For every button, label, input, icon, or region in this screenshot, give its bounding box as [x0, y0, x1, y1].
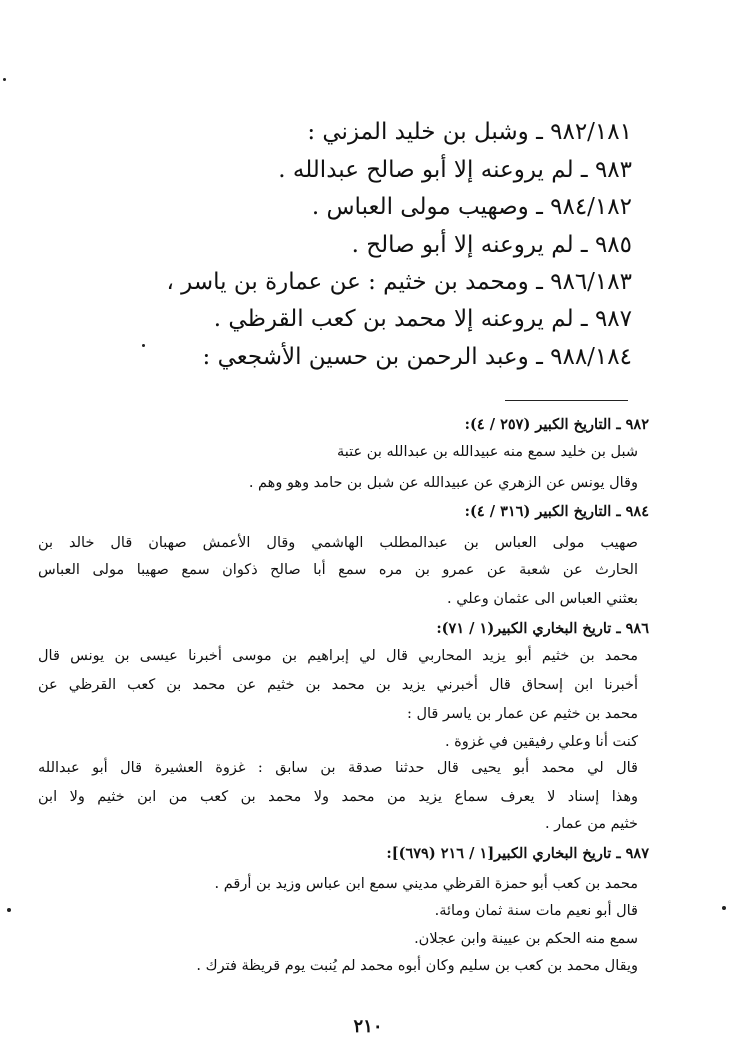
main-entry: ٩٨٨/١٨٤ ـ وعبد الرحمن بن حسين الأشجعي :	[202, 344, 632, 370]
footnote-separator	[505, 400, 628, 401]
footnote-line: قال لي محمد أبو يحيى قال حدثنا صدقة بن سابق : غزوة العشيرة قال أبو عبدالله	[38, 760, 638, 776]
footnote-line: وهذا إسناد لا يعرف سماع يزيد من محمد ولا محمد بن كعب من ابن خثيم ولا ابن	[38, 789, 638, 805]
footnote-heading: ٩٨٤ ـ التاريخ الكبير (٣١٦ / ٤):	[464, 503, 649, 520]
main-entry: ٩٨٥ ـ لم يروعنه إلا أبو صالح .	[351, 232, 632, 258]
scan-speck	[142, 344, 145, 347]
footnote-line: بعثني العباس الى عثمان وعلي .	[446, 591, 638, 607]
footnote-line: الحارث عن شعبة عن عمرو بن مره سمع أبا صالح ذكوان سمع صهيبا مولى العباس	[38, 562, 638, 578]
footnote-line: سمع منه الحكم بن عيينة وابن عجلان.	[414, 931, 638, 947]
footnote-line: شبل بن خليد سمع منه عبيدالله بن عبدالله بن عتبة	[337, 444, 638, 460]
main-entry: ٩٨٣ ـ لم يروعنه إلا أبو صالح عبدالله .	[278, 157, 632, 183]
footnote-line: قال أبو نعيم مات سنة ثمان ومائة.	[434, 903, 638, 919]
footnote-heading: ٩٨٦ ـ تاريخ البخاري الكبير(١ / ٧١):	[436, 620, 649, 637]
scan-speck	[7, 908, 11, 912]
main-entry: ٩٨٧ ـ لم يروعنه إلا محمد بن كعب القرظي .	[213, 306, 632, 332]
footnote-line: أخبرنا ابن إسحاق قال أخبرني يزيد بن محمد بن خثيم عن محمد بن كعب القرظي عن	[38, 677, 638, 693]
footnote-line: وقال يونس عن الزهري عن عبيدالله عن شبل بن حامد وهو وهم .	[248, 475, 638, 491]
footnote-line: كنت أنا وعلي رفيقين في غزوة .	[444, 734, 638, 750]
footnote-heading: ٩٨٢ ـ التاريخ الكبير (٢٥٧ / ٤):	[464, 416, 649, 433]
footnote-line: ويقال محمد بن كعب بن سليم وكان أبوه محمد لم يُنبت يوم قريظة فترك .	[196, 958, 638, 974]
page-number: ٢١٠	[353, 1016, 383, 1037]
footnote-heading: ٩٨٧ ـ تاريخ البخاري الكبير[١ / ٢١٦ (٦٧٩)]:	[386, 845, 649, 862]
footnote-line: خثيم من عمار .	[544, 816, 638, 832]
main-entry: ٩٨٦/١٨٣ ـ ومحمد بن خثيم : عن عمارة بن ياسر ،	[166, 269, 632, 295]
main-entry: ٩٨٢/١٨١ ـ وشبل بن خليد المزني :	[307, 119, 632, 145]
main-entry: ٩٨٤/١٨٢ ـ وصهيب مولى العباس .	[311, 194, 632, 220]
footnote-line: محمد بن خثيم أبو يزيد المحاربي قال لي إبراهيم بن موسى أخبرنا عيسى بن يونس قال	[38, 648, 638, 664]
scan-speck	[3, 78, 6, 81]
footnote-line: محمد بن خثيم عن عمار بن ياسر قال :	[406, 706, 638, 722]
footnote-line: محمد بن كعب أبو حمزة القرظي مديني سمع ابن عباس وزيد بن أرقم .	[214, 876, 638, 892]
scan-speck	[722, 906, 726, 910]
footnote-line: صهيب مولى العباس بن عبدالمطلب الهاشمي وقال الأعمش صهبان قال خالد بن	[38, 535, 638, 551]
